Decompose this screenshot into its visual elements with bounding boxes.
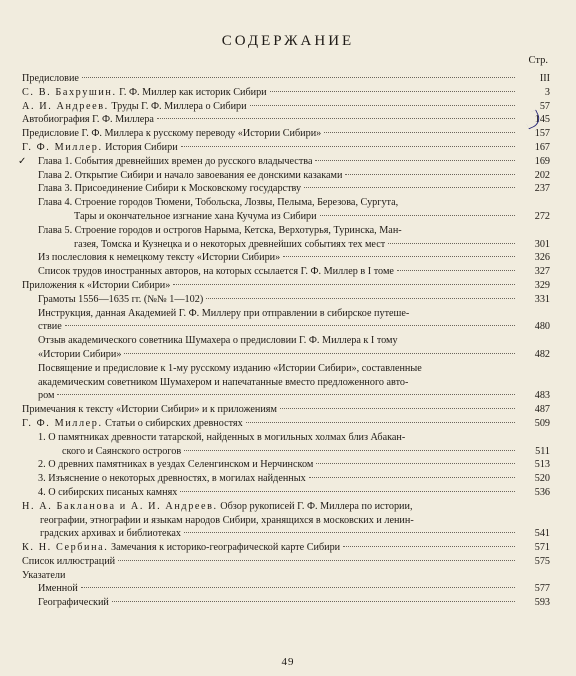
toc-entry-indexes[interactable]: Указатели [22, 569, 66, 581]
toc-entry-article-2[interactable]: 2. О древних памятниках в уездах Селенгинском и Нерчинском 513 [38, 459, 550, 471]
page-folio: 49 [281, 656, 295, 668]
toc-entry-schumacher-review[interactable]: Отзыв академического советника Шумахера о предисловии Г. Ф. Миллера к I тому «Истории Сибири» 482 [38, 335, 550, 360]
page-number: III [539, 73, 550, 84]
page-column-header: Стр. [528, 55, 548, 66]
toc-entry-manuscripts[interactable]: Н. А. Бакланова и А. И. Андреев. Обзор рукописей Г. Ф. Миллера по истории, географии, этнографии и языкам народов Сибири, хранящихся в московских и ленин- градских архивах и библиотеках 541 [22, 500, 550, 540]
toc-entry-charters[interactable]: Грамоты 1556—1635 гг. (№№ 1—102) 331 [38, 293, 550, 305]
author-name: Г. Ф. Миллер. [22, 141, 103, 153]
toc-entry-chapter-3[interactable]: Глава 3. Присоединение Сибири к Московскому государству 237 [38, 183, 550, 195]
toc-entry-appendices[interactable]: Приложения к «Истории Сибири» 329 [22, 279, 550, 291]
author-name: А. И. Андреев. [22, 100, 109, 112]
toc-entry-foreign-authors[interactable]: Список трудов иностранных авторов, на которых ссылается Г. Ф. Миллер в I томе 327 [38, 266, 550, 278]
toc-entry-andreev[interactable]: А. И. Андреев. Труды Г. Ф. Миллера о Сибири 57 [22, 100, 550, 112]
toc-entry-afterword[interactable]: Из послесловия к немецкому тексту «Истории Сибири» 326 [38, 252, 550, 264]
toc-entry-chapter-5[interactable]: Глава 5. Строение городов и острогов Нарыма, Кетска, Верхотурья, Туринска, Ман- газея, Томска и Кузнецка и о некоторых древнейших событиях тех мест 301 [38, 224, 550, 250]
toc-entry-instruction[interactable]: Инструкция, данная Академией Г. Ф. Миллеру при отправлении в сибирское путеше- ствие 480 [38, 307, 550, 333]
author-name: К. Н. Сербина. [22, 542, 109, 554]
toc-entry-article-3[interactable]: 3. Изъяснение о некоторых древностях, в могилах найденных 520 [38, 473, 550, 485]
toc-entry-autobiography[interactable]: Автобиография Г. Ф. Миллера 145 [22, 113, 550, 127]
toc-entry-name-index[interactable]: Именной 577 [38, 583, 550, 595]
toc-entry-article-1[interactable]: 1. О памятниках древности татарской, найденных в могильных холмах близ Абакан- ского и Саянского острогов 511 [38, 431, 550, 457]
page-title: СОДЕРЖАНИЕ [221, 33, 355, 49]
toc-entry-history[interactable]: Г. Ф. Миллер. История Сибири 167 [22, 141, 550, 153]
toc-entry-bakhrushin[interactable]: С. В. Бахрушин. Г. Ф. Миллер как историк Сибири 3 [22, 86, 550, 98]
toc-entry-miller-preface[interactable]: Предисловие Г. Ф. Миллера к русскому переводу «Истории Сибири» 157 [22, 128, 550, 140]
toc-entry-chapter-1[interactable]: ✓ Глава 1. События древнейших времен до русского владычества 169 [18, 155, 550, 167]
toc-entry-article-4[interactable]: 4. О сибирских писаных камнях 536 [38, 486, 550, 498]
author-name: Г. Ф. Миллер. [22, 417, 103, 429]
author-name: С. В. Бахрушин. [22, 86, 117, 98]
author-name: Н. А. Бакланова и А. И. Андреев. [22, 500, 218, 512]
toc-entry-chapter-2[interactable]: Глава 2. Открытие Сибири и начало завоевания ее донскими казаками 202 [38, 169, 550, 181]
toc-entry-chapter-4[interactable]: Глава 4. Строение городов Тюмени, Тобольска, Лозвы, Пелыма, Березова, Сургута, Тары и окончательное изгнание хана Кучума из Сибири 272 [38, 197, 550, 222]
table-of-contents [18, 72, 550, 610]
toc-entry-illustrations[interactable]: Список иллюстраций 575 [22, 555, 550, 567]
toc-entry-dedication[interactable]: Посвящение и предисловие к 1-му русскому изданию «Истории Сибири», составленные академическим советником Шумахером и напечатанные вместо предложенного авто- ром 483 [38, 362, 550, 402]
toc-entry-map-notes[interactable]: К. Н. Сербина. Замечания к историко-географической карте Сибири 571 [22, 542, 550, 554]
toc-entry-notes[interactable]: Примечания к тексту «Истории Сибири» и к приложениям 487 [22, 404, 550, 416]
toc-entry-antiquities[interactable]: Г. Ф. Миллер. Статьи о сибирских древностях 509 [22, 417, 550, 429]
checkmark-icon: ✓ [18, 155, 27, 167]
toc-entry-geo-index[interactable]: Географический 593 [38, 597, 550, 609]
toc-entry-preface[interactable]: Предисловие III [22, 73, 550, 84]
